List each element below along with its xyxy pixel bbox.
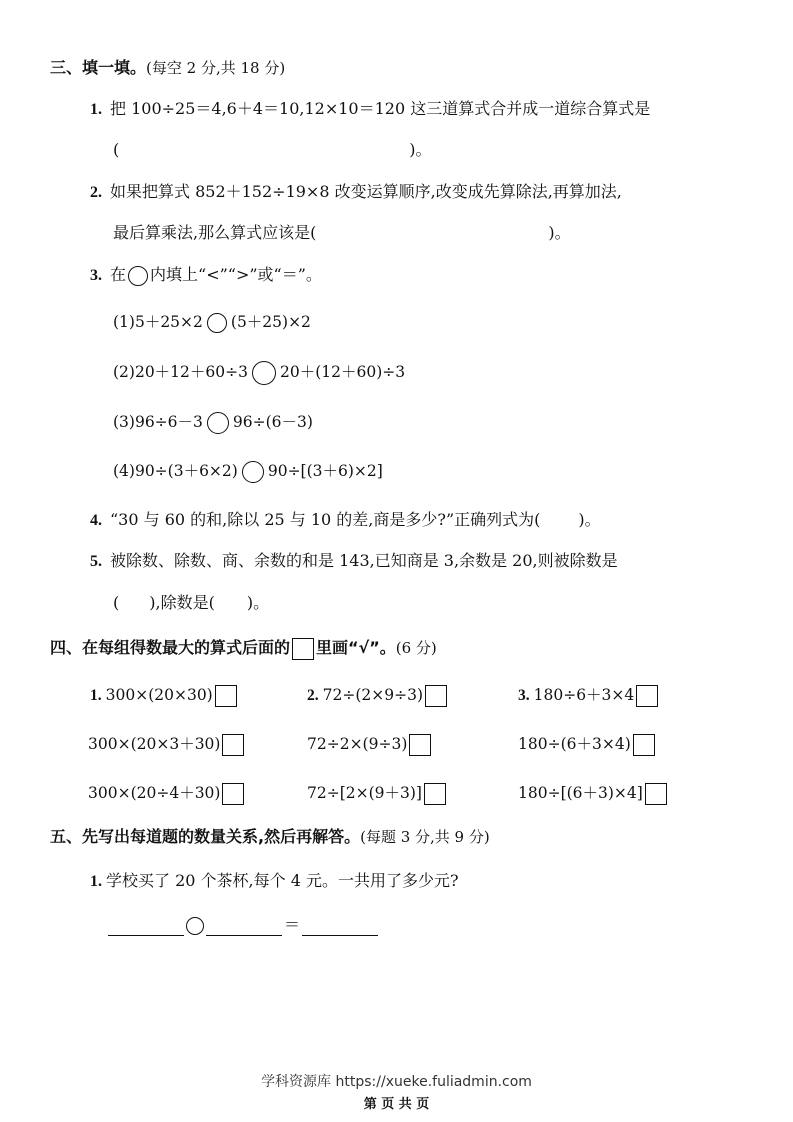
- section-3-title: 三、填一填。: [50, 58, 147, 77]
- check-box[interactable]: [424, 783, 446, 805]
- group-3-item-3: [518, 782, 667, 805]
- question-number: 2.: [90, 184, 102, 201]
- check-box[interactable]: [215, 685, 237, 707]
- group-1-item-2: [88, 733, 244, 756]
- question-text: 学校买了 20 个茶杯,每个 4 元。一共用了多少元?: [106, 871, 459, 890]
- page-number: 第 页 共 页: [363, 1097, 430, 1112]
- expression: 180÷[(6＋3)×4]: [518, 784, 643, 802]
- relation-blank[interactable]: [108, 919, 184, 936]
- group-number: 1.: [90, 687, 102, 704]
- section-3-note: (每空 2 分,共 18 分): [146, 59, 286, 77]
- expression: 180÷(6＋3×4): [518, 735, 631, 753]
- section-5-note: (每题 3 分,共 9 分): [360, 828, 490, 846]
- answer-open-paren: (: [113, 140, 120, 159]
- question-3-1: [90, 98, 650, 121]
- check-box[interactable]: [222, 734, 244, 756]
- question-text: 如果把算式 852＋152÷19×8 改变运算顺序,改变成先算除法,再算加法,: [110, 182, 622, 201]
- question-number: 3.: [90, 267, 102, 284]
- circle-icon: [128, 266, 148, 286]
- group-1-item-3: [88, 782, 244, 805]
- group-3-item-2: [518, 733, 655, 756]
- question-number: 1.: [90, 873, 102, 890]
- compare-circle[interactable]: [207, 412, 229, 434]
- quantity-relation-row: [108, 914, 378, 936]
- question-text: ),除数是(: [149, 593, 215, 612]
- compare-item-2: [113, 361, 405, 385]
- check-box[interactable]: [645, 783, 667, 805]
- compare-circle[interactable]: [252, 361, 276, 385]
- expression: 300×(20÷4＋30): [88, 784, 221, 802]
- compare-circle[interactable]: [207, 313, 227, 333]
- answer-close-paren: )。: [246, 593, 270, 612]
- group-2-item-3: [307, 782, 446, 805]
- question-text: 被除数、除数、商、余数的和是 143,已知商是 3,余数是 20,则被除数是: [110, 551, 618, 570]
- check-box[interactable]: [425, 685, 447, 707]
- answer-close-paren: )。: [578, 510, 601, 529]
- equals-sign: ＝: [284, 915, 301, 934]
- expression: 72÷[2×(9＋3)]: [307, 784, 422, 802]
- source-watermark: 学科资源库 https://xueke.fuliadmin.com: [261, 1074, 532, 1090]
- question-3-3: [90, 264, 322, 287]
- compare-right: 90÷[(3＋6)×2]: [267, 462, 383, 480]
- group-2-item-2: [307, 733, 431, 756]
- section-4-title-end: 里画“√”。: [316, 638, 396, 657]
- question-5-1: [90, 870, 459, 893]
- group-2-item-1: [307, 684, 447, 707]
- compare-left: (2)20＋12＋60÷3: [113, 363, 248, 381]
- question-3-5-line2: [113, 592, 269, 614]
- compare-circle[interactable]: [242, 461, 264, 483]
- answer-close-paren: )。: [409, 140, 432, 159]
- section-4-note: (6 分): [395, 639, 437, 657]
- compare-right: 20＋(12＋60)÷3: [279, 363, 406, 381]
- compare-right: (5＋25)×2: [230, 313, 311, 331]
- relation-blank[interactable]: [206, 919, 282, 936]
- expression: 300×(20×3＋30): [88, 735, 221, 753]
- question-text: 在: [110, 265, 127, 284]
- group-1-item-1: [90, 684, 237, 707]
- expression: 180÷6＋3×4: [533, 686, 635, 704]
- compare-right: 96÷(6－3): [232, 413, 313, 431]
- question-number: 1.: [90, 101, 102, 118]
- expression: 72÷2×(9÷3): [307, 735, 408, 753]
- question-text: 把 100÷25＝4,6＋4＝10,12×10＝120 这三道算式合并成一道综合算式是: [110, 99, 651, 118]
- check-box[interactable]: [636, 685, 658, 707]
- group-3-item-1: [518, 684, 658, 707]
- question-text: “30 与 60 的和,除以 25 与 10 的差,商是多少?”正确列式为(: [110, 510, 541, 529]
- section-4-title: 四、在每组得数最大的算式后面的: [50, 638, 291, 657]
- question-3-2: [90, 181, 622, 204]
- checkbox-square-icon: [292, 638, 314, 660]
- section-4-heading: [50, 637, 437, 660]
- question-number: 5.: [90, 553, 102, 570]
- answer-open-paren: (: [113, 593, 120, 612]
- question-3-2-line2: [113, 222, 571, 244]
- section-3-heading: [50, 57, 285, 79]
- question-number: 4.: [90, 512, 102, 529]
- answer-close-paren: )。: [548, 223, 571, 242]
- question-text: 内填上“<”“>”或“＝”。: [150, 265, 322, 284]
- question-3-1-answer[interactable]: [113, 139, 432, 161]
- operator-circle[interactable]: [186, 917, 204, 935]
- compare-item-1: [113, 311, 311, 333]
- section-5-title: 五、先写出每道题的数量关系,然后再解答。: [50, 827, 361, 846]
- check-box[interactable]: [633, 734, 655, 756]
- compare-left: (4)90÷(3＋6×2): [113, 462, 238, 480]
- question-3-5: [90, 550, 618, 573]
- section-5-heading: [50, 826, 490, 848]
- check-box[interactable]: [222, 783, 244, 805]
- expression: 72÷(2×9÷3): [322, 686, 423, 704]
- relation-blank[interactable]: [302, 919, 378, 936]
- expression: 300×(20×30): [105, 686, 213, 704]
- group-number: 3.: [518, 687, 530, 704]
- question-3-4: [90, 509, 601, 532]
- compare-item-4: [113, 460, 383, 483]
- compare-left: (3)96÷6－3: [113, 413, 203, 431]
- compare-left: (1)5＋25×2: [113, 313, 203, 331]
- question-text: 最后算乘法,那么算式应该是(: [113, 223, 317, 242]
- check-box[interactable]: [409, 734, 431, 756]
- compare-item-3: [113, 411, 313, 434]
- group-number: 2.: [307, 687, 319, 704]
